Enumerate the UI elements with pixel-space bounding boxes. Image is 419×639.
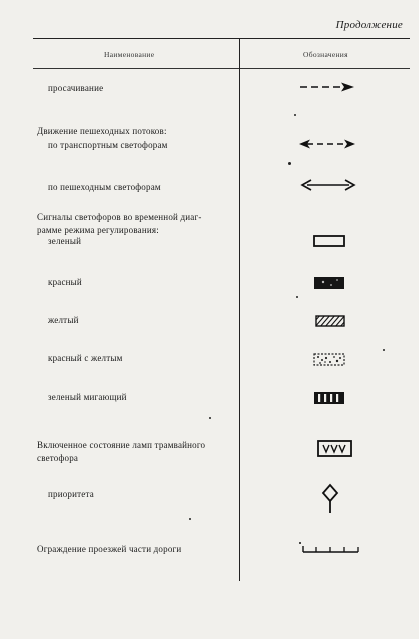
scan-speck [189,518,191,520]
table-column-divider [239,38,240,581]
row-seepage-label: просачивание [48,83,104,93]
row-signals-heading-label: Сигналы светофоров во временной диаг- рамме режима регулирования: [37,212,202,235]
row-red-label: красный [48,277,82,287]
scan-speck [288,162,291,165]
hatched-rect-icon [313,312,349,330]
row-ped-transport-label: по транспортным светофорам [48,140,168,150]
scan-speck [383,349,385,351]
empty-rect-icon [311,232,347,250]
row-ped-pedestrian-label: по пешеходным светофорам [48,182,161,192]
fence-line-icon [297,540,363,556]
vvv-box-icon [315,438,355,460]
dotted-rect-icon [311,350,347,368]
row-red-yellow-label: красный с желтым [48,353,123,363]
continuation-label: Продолжение [335,19,403,31]
row-green-label: зеленый [48,236,82,246]
table-header-rule [33,68,410,69]
scan-speck [296,296,298,298]
column-header-symbol: Обозначения [303,50,348,59]
row-green-flashing-label: зеленый мигающий [48,392,127,402]
row-fence-label: Ограждение проезжей части дороги [37,544,182,554]
striped-rect-icon [311,389,347,407]
dashed-arrow-icon [298,81,358,93]
row-ped-heading-label: Движение пешеходных потоков: [37,126,167,136]
row-tram-label: Включенное состояние ламп трамвайного светофора [37,440,206,463]
column-header-name: Наименование [104,50,155,59]
scan-speck [209,417,211,419]
filled-rect-icon [311,274,347,292]
dashed-double-arrow-icon [297,137,359,151]
table-top-rule [33,38,410,39]
row-priority-label: приоритета [48,489,94,499]
row-yellow-label: желтый [48,315,79,325]
diamond-post-icon [318,482,342,516]
double-arrow-icon [299,178,359,192]
scan-speck [294,114,296,116]
